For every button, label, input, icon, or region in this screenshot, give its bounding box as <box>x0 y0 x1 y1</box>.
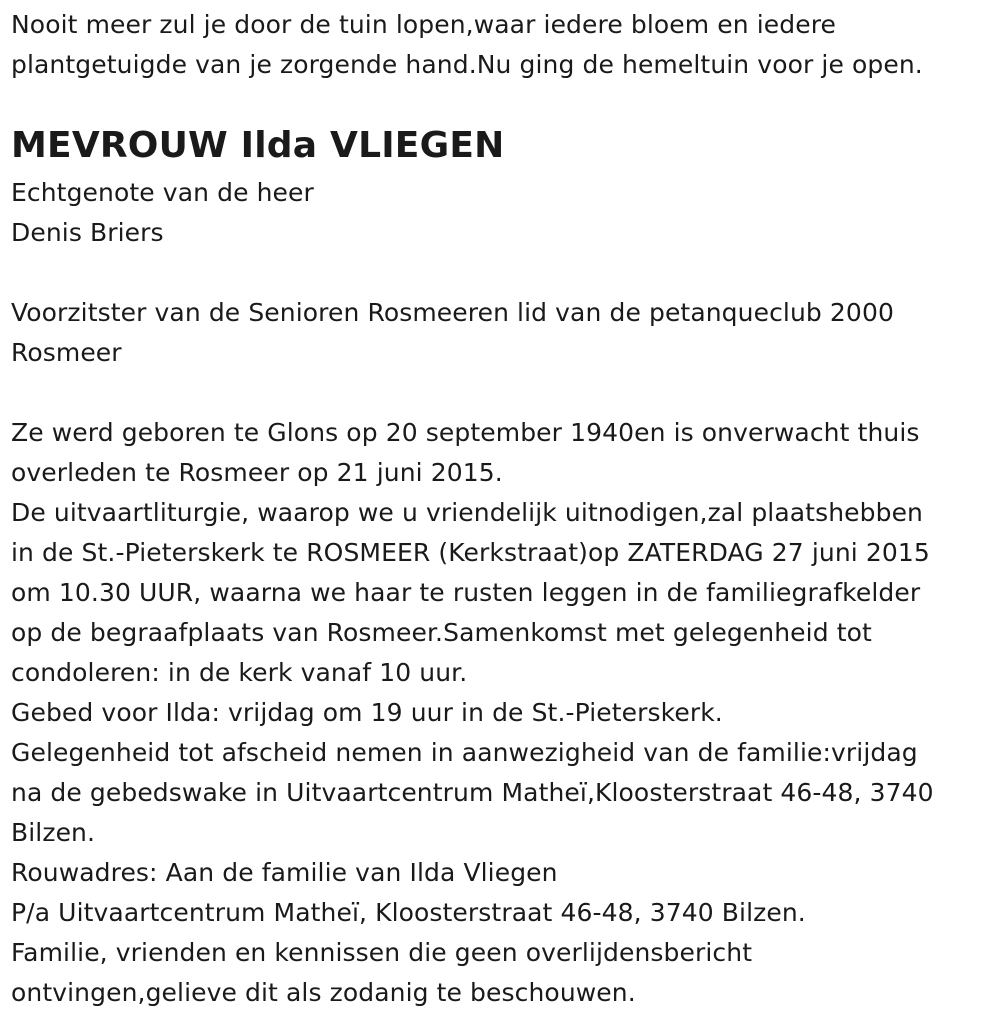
details-line-13: P/a Uitvaartcentrum Matheï, Kloosterstraat 46-48, 3740 Bilzen. <box>11 898 806 927</box>
details-line-2: overleden te Rosmeer op 21 juni 2015. <box>11 458 503 487</box>
role-line-2: Rosmeer <box>11 338 122 367</box>
spouse-line-1: Echtgenote van de heer <box>11 178 314 207</box>
details-line-9: Gelegenheid tot afscheid nemen in aanwezigheid van de familie:vrijdag <box>11 738 918 767</box>
details-line-7: condoleren: in de kerk vanaf 10 uur. <box>11 658 468 687</box>
details-line-10: na de gebedswake in Uitvaartcentrum Matheï,Kloosterstraat 46-48, 3740 <box>11 778 934 807</box>
deceased-name: MEVROUW Ilda VLIEGEN <box>11 125 505 166</box>
details-line-14: Familie, vrienden en kennissen die geen overlijdensbericht <box>11 938 753 967</box>
poem-line-1: Nooit meer zul je door de tuin lopen,waar iedere bloem en iedere <box>11 10 837 39</box>
details-line-3: De uitvaartliturgie, waarop we u vriendelijk uitnodigen,zal plaatshebben <box>11 498 923 527</box>
poem-line-2: plantgetuigde van je zorgende hand.Nu ging de hemeltuin voor je open. <box>11 50 923 79</box>
details-line-12: Rouwadres: Aan de familie van Ilda Vliegen <box>11 858 558 887</box>
details-line-5: om 10.30 UUR, waarna we haar te rusten leggen in de familiegrafkelder <box>11 578 921 607</box>
details-line-15: ontvingen,gelieve dit als zodanig te beschouwen. <box>11 978 636 1007</box>
details-line-11: Bilzen. <box>11 818 96 847</box>
spouse-line-2: Denis Briers <box>11 218 164 247</box>
details-line-1: Ze werd geboren te Glons op 20 september 1940en is onverwacht thuis <box>11 418 920 447</box>
details-line-4: in de St.-Pieterskerk te ROSMEER (Kerkstraat)op ZATERDAG 27 juni 2015 <box>11 538 930 567</box>
role-line-1: Voorzitster van de Senioren Rosmeeren lid van de petanqueclub 2000 <box>11 298 894 327</box>
details-line-8: Gebed voor Ilda: vrijdag om 19 uur in de St.-Pieterskerk. <box>11 698 723 727</box>
details-line-6: op de begraafplaats van Rosmeer.Samenkomst met gelegenheid tot <box>11 618 872 647</box>
